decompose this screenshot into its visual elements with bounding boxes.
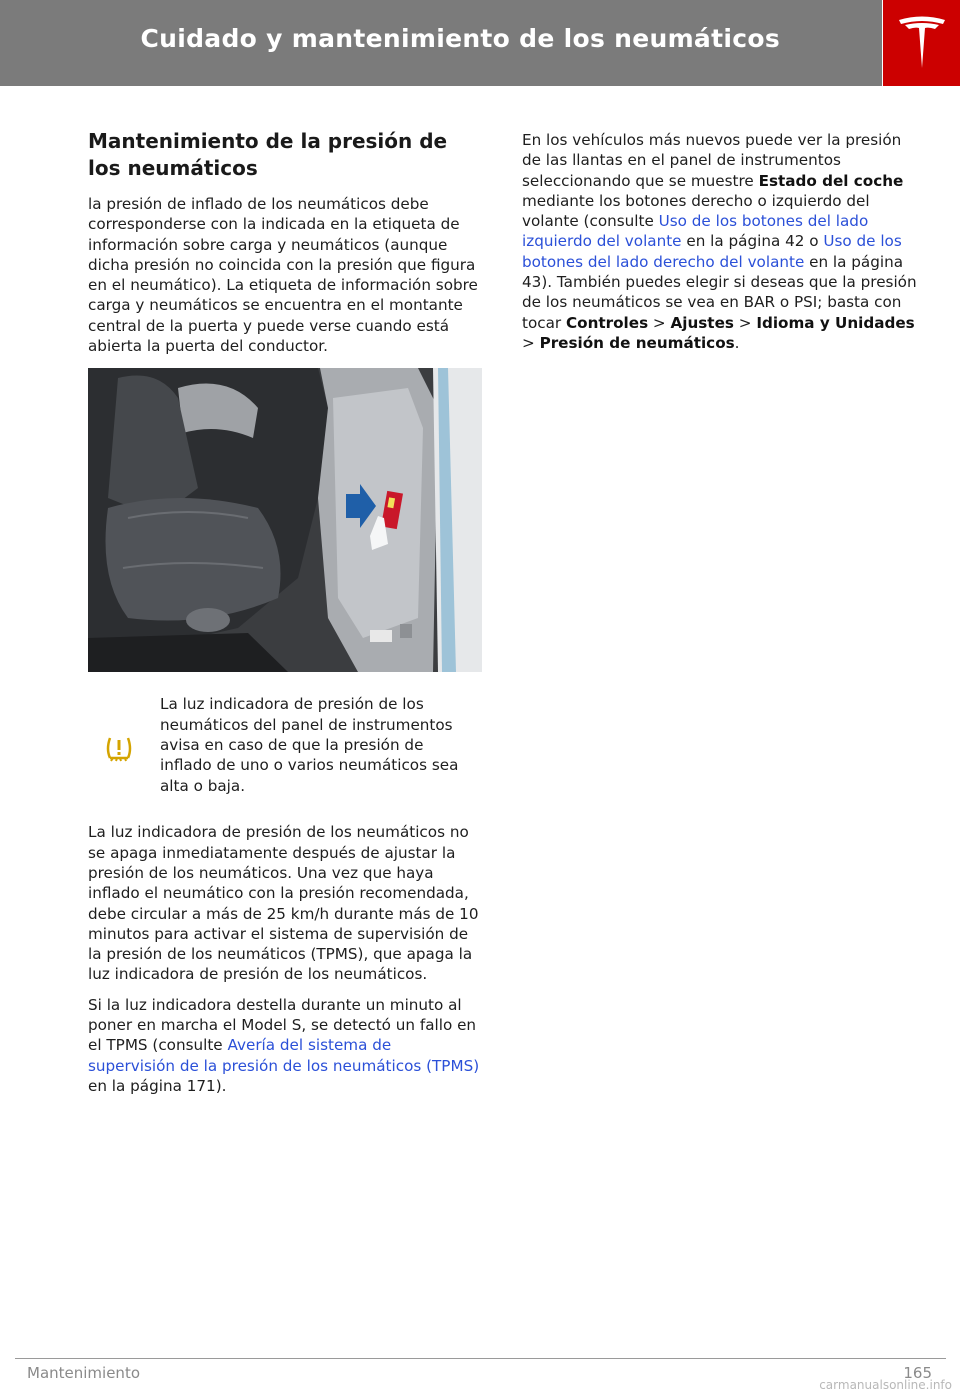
watermark: carmanualsonline.info (819, 1378, 952, 1392)
body-paragraph-2: La luz indicadora de presión de los neumáticos no se apaga inmediatamente después de ajustar la presión de los neumáticos. Una vez que haya inflado el neumático con la presión recomendada, debe circular a más de 25 km/h durante más de 10 minutos para activar el sistema de supervisión de la presión de los neumáticos (TPMS), que apaga la luz indicadora de presión de los neumáticos. (88, 823, 479, 984)
left-column (88, 128, 482, 1106)
tire-pressure-warning-icon (104, 734, 134, 764)
settings-label: Ajustes (670, 313, 734, 332)
right-text-3: en la página 42 o (681, 232, 824, 251)
car-status-label: Estado del coche (758, 171, 904, 190)
right-paragraph (522, 130, 917, 353)
body-paragraph-3 (88, 995, 482, 1096)
page-title: Cuidado y mantenimiento de los neumáticos (140, 24, 780, 53)
tpms-fault-link[interactable]: Avería del sistema de supervisión de la presión de los neumáticos (TPMS) (88, 1036, 480, 1075)
header-bar (0, 0, 882, 86)
right-column (522, 130, 917, 363)
right-text-2: mediante los botones derecho o izquierdo del volante (consulte (522, 191, 870, 231)
intro-paragraph: la presión de inflado de los neumáticos debe corresponderse con la indicada en la etiqueta de información sobre carga y neumáticos (aunque dicha presión no coincida con la presión que figura en el neumático). La etiqueta de información sobre carga y neumáticos se encuentra en el montante central de la puerta y puede verse cuando está abierta la puerta del conductor. (88, 195, 478, 356)
section-heading: Mantenimiento de la presión de los neumáticos (88, 129, 448, 180)
left-wheel-buttons-link[interactable]: Uso de los botones del lado izquierdo del volante (522, 212, 869, 251)
right-text-5: . (734, 333, 740, 352)
right-text-1: En los vehículos más nuevos puede ver la presión de las llantas en el panel de instrumentos seleccionando que se muestre (522, 131, 902, 190)
car-interior-illustration (88, 368, 482, 672)
para3-text-post: en la página 171). (88, 1076, 227, 1095)
breadcrumb-separator: > (733, 313, 757, 332)
footer-divider (15, 1358, 946, 1359)
brand-logo (883, 0, 960, 86)
tesla-logo-icon (897, 14, 947, 70)
door-pillar-label-image (88, 368, 482, 672)
right-wheel-buttons-link[interactable]: Uso de los botones del lado derecho del volante (522, 232, 902, 271)
indicator-note-text: La luz indicadora de presión de los neumáticos del panel de instrumentos avisa en caso de que la presión de inflado de uno o varios neumáticos sea alta o baja. (160, 695, 459, 795)
right-text-4: en la página 43). También puedes elegir si deseas que la presión de los neumáticos se vea en BAR o PSI; basta con tocar (522, 252, 917, 332)
tire-pressure-label: Presión de neumáticos (539, 333, 735, 352)
footer-section: Mantenimiento (27, 1364, 140, 1382)
page-number: 165 (903, 1364, 932, 1382)
para3-text-pre: Si la luz indicadora destella durante un minuto al poner en marcha el Model S, se detectó un fallo en el TPMS (consulte (88, 995, 477, 1055)
language-units-label: Idioma y Unidades (756, 313, 915, 332)
breadcrumb-separator: > (522, 333, 540, 352)
controls-label: Controles (565, 313, 649, 332)
breadcrumb-separator: > (648, 313, 671, 332)
indicator-note (88, 694, 482, 804)
